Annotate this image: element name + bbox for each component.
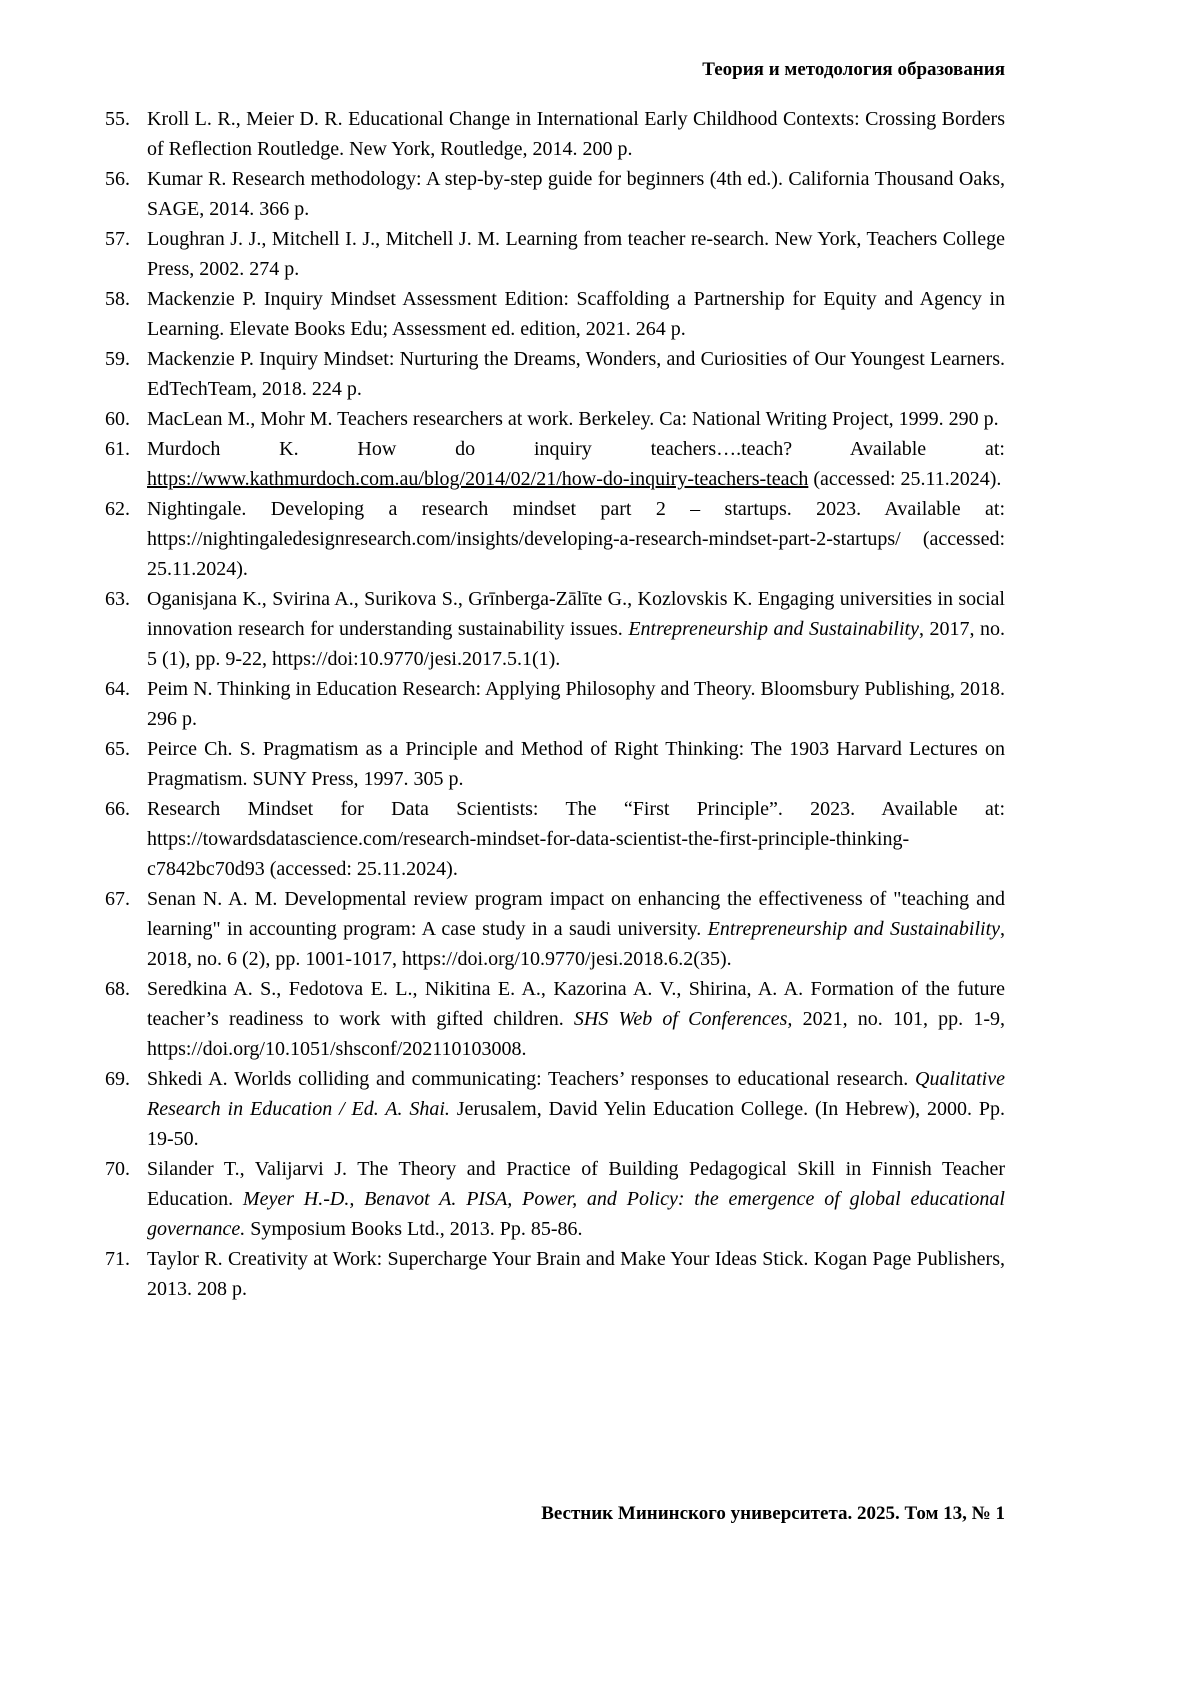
reference-number: 57. xyxy=(105,228,130,250)
reference-text-segment: Senan N. A. M. Developmental review program impact on enhancing the effectiveness of "teaching and learning" in accounting program: A case study in a saudi university. xyxy=(147,888,1005,940)
section-header: Теория и методология образования xyxy=(702,59,1005,80)
reference-text-segment: Shkedi A. Worlds colliding and communicating: Teachers’ responses to educational research. xyxy=(147,1068,916,1090)
reference-item xyxy=(105,884,1005,974)
reference-text-segment: Symposium Books Ltd., 2013. Pp. 85-86. xyxy=(245,1218,583,1240)
reference-text-segment: Peirce Ch. S. Pragmatism as a Principle and Method of Right Thinking: The 1903 Harvard Lectures on Pragmatism. SUNY Press, 1997. 305 p. xyxy=(147,738,1005,790)
reference-number: 66. xyxy=(105,798,130,820)
reference-text-segment: Kumar R. Research methodology: A step-by-step guide for beginners (4th ed.). California Thousand Oaks, SAGE, 2014. 366 p. xyxy=(147,168,1005,220)
reference-item xyxy=(105,344,1005,404)
reference-item xyxy=(105,794,1005,884)
reference-number: 61. xyxy=(105,438,130,460)
reference-item xyxy=(105,224,1005,284)
reference-item xyxy=(105,674,1005,734)
reference-text-segment: , 2018, no. 6 (2), pp. 1001-1017, https://doi.org/10.9770/jesi.2018.6.2(35). xyxy=(147,918,1005,970)
reference-text-segment: Seredkina A. S., Fedotova E. L., Nikitina E. A., Kazorina A. V., Shirina, A. A. Formation of the future teacher’s readiness to work with gifted children. xyxy=(147,978,1005,1030)
reference-text xyxy=(147,288,1005,340)
reference-text xyxy=(147,1158,1005,1240)
reference-item xyxy=(105,734,1005,794)
reference-text xyxy=(147,888,1005,970)
reference-link[interactable]: https://www.kathmurdoch.com.au/blog/2014/02/21/how-do-inquiry-teachers-teach xyxy=(147,468,809,490)
reference-number: 58. xyxy=(105,288,130,310)
reference-text-segment: Murdoch K. How do inquiry teachers….teach? Available at: xyxy=(147,438,1005,460)
reference-text-segment: Jerusalem, David Yelin Education College. (In Hebrew), 2000. Pp. 19-50. xyxy=(147,1098,1006,1150)
reference-source-italic: Qualitative Research in Education / Ed. A. Shai. xyxy=(147,1068,1005,1120)
reference-text-segment: Research Mindset for Data Scientists: The “First Principle”. 2023. Available at: https://towardsdatascience.com/research-mindset-for-data-scientist-the-first-principle-thinking-c7842bc70d93 (accessed: 25.11.2024). xyxy=(147,798,1005,880)
reference-source-italic: SHS Web of Conferences, xyxy=(573,1008,793,1030)
reference-number: 65. xyxy=(105,738,130,760)
reference-text xyxy=(147,438,1005,490)
reference-number: 64. xyxy=(105,678,130,700)
reference-text-segment: Mackenzie P. Inquiry Mindset: Nurturing the Dreams, Wonders, and Curiosities of Our Youngest Learners. EdTechTeam, 2018. 224 p. xyxy=(147,348,1005,400)
reference-text-segment: Peim N. Thinking in Education Research: Applying Philosophy and Theory. Bloomsbury Publishing, 2018. 296 p. xyxy=(147,678,1005,730)
reference-text-segment: Mackenzie P. Inquiry Mindset Assessment Edition: Scaffolding a Partnership for Equity and Agency in Learning. Elevate Books Edu; Assessment ed. edition, 2021. 264 p. xyxy=(147,288,1005,340)
reference-item xyxy=(105,1064,1005,1154)
reference-text xyxy=(147,108,1005,160)
reference-text-segment: Oganisjana K., Svirina A., Surikova S., Grīnberga-Zālīte G., Kozlovskis K. Engaging universities in social innovation research for understanding sustainability issues. xyxy=(147,588,1005,640)
reference-text xyxy=(147,588,1005,670)
reference-text-segment: Loughran J. J., Mitchell I. J., Mitchell J. M. Learning from teacher re-search. New York, Teachers College Press, 2002. 274 p. xyxy=(147,228,1005,280)
reference-text xyxy=(147,798,1005,880)
reference-number: 62. xyxy=(105,498,130,520)
reference-text xyxy=(147,978,1005,1060)
reference-text xyxy=(147,738,1005,790)
reference-text xyxy=(147,168,1005,220)
reference-text xyxy=(147,678,1005,730)
reference-number: 71. xyxy=(105,1248,130,1270)
reference-item xyxy=(105,284,1005,344)
reference-source-italic: Entrepreneurship and Sustainability xyxy=(628,618,919,640)
reference-number: 67. xyxy=(105,888,130,910)
reference-text-segment: Silander T., Valijarvi J. The Theory and Practice of Building Pedagogical Skill in Finnish Teacher Education. xyxy=(147,1158,1005,1210)
reference-item xyxy=(105,434,1005,494)
reference-text-segment: MacLean M., Mohr M. Teachers researchers at work. Berkeley. Ca: National Writing Project, 1999. 290 p. xyxy=(147,408,999,430)
reference-item xyxy=(105,404,1005,434)
reference-text-segment: (accessed: 25.11.2024). xyxy=(808,468,1002,490)
reference-source-italic: Entrepreneurship and Sustainability xyxy=(707,918,1000,940)
reference-text xyxy=(147,228,1005,280)
reference-item xyxy=(105,104,1005,164)
reference-item xyxy=(105,584,1005,674)
reference-text-segment: Taylor R. Creativity at Work: Supercharge Your Brain and Make Your Ideas Stick. Kogan Page Publishers, 2013. 208 p. xyxy=(147,1248,1005,1300)
reference-number: 69. xyxy=(105,1068,130,1090)
reference-text-segment: Kroll L. R., Meier D. R. Educational Change in International Early Childhood Contexts: Crossing Borders of Reflection Routledge. New York, Routledge, 2014. 200 p. xyxy=(147,108,1005,160)
reference-number: 59. xyxy=(105,348,130,370)
journal-footer: Вестник Мининского университета. 2025. Том 13, № 1 xyxy=(541,1503,1005,1524)
references-list xyxy=(105,104,1005,1304)
reference-number: 55. xyxy=(105,108,130,130)
reference-number: 68. xyxy=(105,978,130,1000)
reference-item xyxy=(105,494,1005,584)
reference-item xyxy=(105,1244,1005,1304)
reference-number: 63. xyxy=(105,588,130,610)
reference-text xyxy=(147,408,999,430)
reference-text xyxy=(147,498,1005,580)
reference-number: 56. xyxy=(105,168,130,190)
reference-text-segment: , 2017, no. 5 (1), pp. 9-22, https://doi:10.9770/jesi.2017.5.1(1). xyxy=(147,618,1005,670)
reference-item xyxy=(105,1154,1005,1244)
reference-number: 60. xyxy=(105,408,130,430)
reference-text xyxy=(147,1248,1005,1300)
reference-number: 70. xyxy=(105,1158,130,1180)
reference-item xyxy=(105,974,1005,1064)
reference-text-segment: Nightingale. Developing a research mindset part 2 – startups. 2023. Available at: https://nightingaledesignresearch.com/insights/developing-a-research-mindset-part-2-startups/ (accessed: 25.11.2024). xyxy=(147,498,1005,580)
reference-source-italic: Meyer H.-D., Benavot A. PISA, Power, and Policy: the emergence of global educational governance. xyxy=(147,1188,1005,1240)
reference-text-segment: 2021, no. 101, pp. 1-9, https://doi.org/10.1051/shsconf/202110103008. xyxy=(147,1008,1005,1060)
reference-text xyxy=(147,1068,1005,1150)
reference-item xyxy=(105,164,1005,224)
reference-text xyxy=(147,348,1005,400)
